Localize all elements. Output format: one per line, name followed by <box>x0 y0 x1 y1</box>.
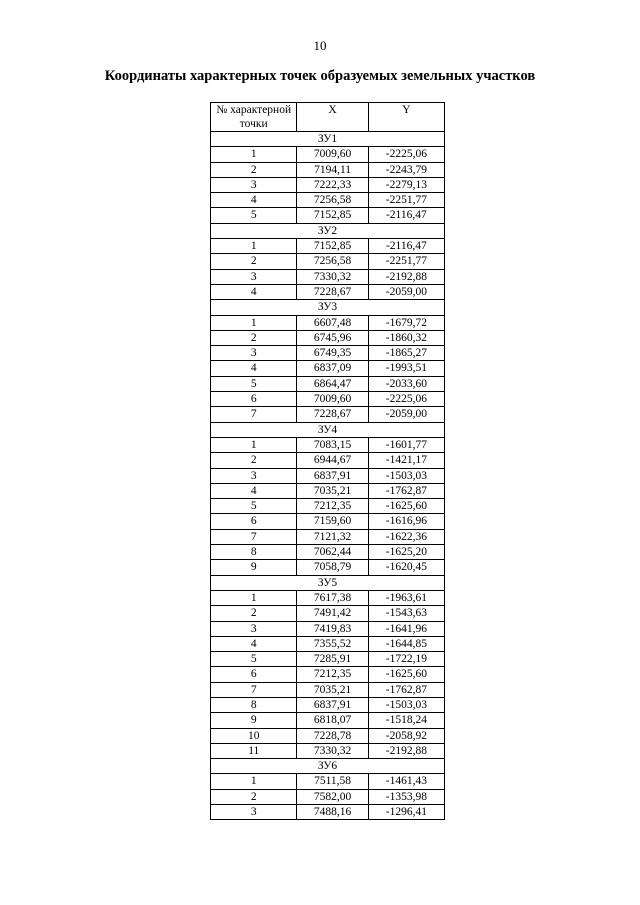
y-coordinate-cell: -1601,77 <box>368 437 444 452</box>
table-row <box>211 682 445 697</box>
table-row <box>211 483 445 498</box>
y-coordinate-cell: -2059,00 <box>368 407 444 422</box>
point-number-cell: 2 <box>211 162 297 177</box>
point-number-cell: 9 <box>211 560 297 575</box>
y-coordinate-cell: -1296,41 <box>368 805 444 820</box>
y-coordinate-cell: -1616,96 <box>368 514 444 529</box>
x-coordinate-cell: 6864,47 <box>297 376 368 391</box>
point-number-cell: 4 <box>211 284 297 299</box>
table-row <box>211 606 445 621</box>
y-coordinate-cell: -1762,87 <box>368 682 444 697</box>
table-row <box>211 697 445 712</box>
group-row <box>211 132 445 147</box>
table-row <box>211 590 445 605</box>
y-coordinate-cell: -1543,63 <box>368 606 444 621</box>
table-row <box>211 499 445 514</box>
x-coordinate-cell: 7256,58 <box>297 193 368 208</box>
x-coordinate-cell: 6607,48 <box>297 315 368 330</box>
table-row <box>211 789 445 804</box>
y-coordinate-cell: -2192,88 <box>368 743 444 758</box>
x-coordinate-cell: 7330,32 <box>297 743 368 758</box>
point-number-cell: 9 <box>211 713 297 728</box>
point-number-cell: 4 <box>211 483 297 498</box>
table-row <box>211 437 445 452</box>
y-coordinate-cell: -1518,24 <box>368 713 444 728</box>
y-coordinate-cell: -2251,77 <box>368 193 444 208</box>
point-number-cell: 1 <box>211 437 297 452</box>
y-coordinate-cell: -1963,61 <box>368 590 444 605</box>
y-coordinate-cell: -1679,72 <box>368 315 444 330</box>
table-body <box>211 132 445 820</box>
y-coordinate-cell: -2279,13 <box>368 177 444 192</box>
point-number-cell: 1 <box>211 590 297 605</box>
table-row <box>211 529 445 544</box>
group-row <box>211 223 445 238</box>
table-row <box>211 545 445 560</box>
y-coordinate-cell: -2192,88 <box>368 269 444 284</box>
point-number-cell: 1 <box>211 315 297 330</box>
point-number-cell: 5 <box>211 208 297 223</box>
table-row <box>211 774 445 789</box>
point-number-cell: 10 <box>211 728 297 743</box>
header-point-number: № характерной точки <box>211 103 297 132</box>
y-coordinate-cell: -2225,06 <box>368 392 444 407</box>
x-coordinate-cell: 6944,67 <box>297 453 368 468</box>
point-number-cell: 6 <box>211 392 297 407</box>
table-row <box>211 743 445 758</box>
x-coordinate-cell: 7419,83 <box>297 621 368 636</box>
y-coordinate-cell: -1503,03 <box>368 697 444 712</box>
x-coordinate-cell: 7152,85 <box>297 208 368 223</box>
y-coordinate-cell: -1644,85 <box>368 636 444 651</box>
y-coordinate-cell: -2058,92 <box>368 728 444 743</box>
header-x: X <box>297 103 368 132</box>
x-coordinate-cell: 7228,67 <box>297 407 368 422</box>
x-coordinate-cell: 7152,85 <box>297 239 368 254</box>
group-name: ЗУ6 <box>211 759 445 774</box>
point-number-cell: 8 <box>211 697 297 712</box>
point-number-cell: 4 <box>211 193 297 208</box>
y-coordinate-cell: -1625,20 <box>368 545 444 560</box>
x-coordinate-cell: 7511,58 <box>297 774 368 789</box>
x-coordinate-cell: 7582,00 <box>297 789 368 804</box>
x-coordinate-cell: 7121,32 <box>297 529 368 544</box>
y-coordinate-cell: -1993,51 <box>368 361 444 376</box>
point-number-cell: 2 <box>211 606 297 621</box>
y-coordinate-cell: -2225,06 <box>368 147 444 162</box>
table-row <box>211 162 445 177</box>
y-coordinate-cell: -1461,43 <box>368 774 444 789</box>
point-number-cell: 2 <box>211 453 297 468</box>
table-row <box>211 361 445 376</box>
group-row <box>211 759 445 774</box>
table-row <box>211 284 445 299</box>
point-number-cell: 1 <box>211 147 297 162</box>
y-coordinate-cell: -1625,60 <box>368 667 444 682</box>
table-row <box>211 315 445 330</box>
point-number-cell: 5 <box>211 652 297 667</box>
x-coordinate-cell: 6745,96 <box>297 330 368 345</box>
table-row <box>211 667 445 682</box>
group-name: ЗУ1 <box>211 132 445 147</box>
table-row <box>211 713 445 728</box>
group-name: ЗУ2 <box>211 223 445 238</box>
x-coordinate-cell: 6837,91 <box>297 697 368 712</box>
x-coordinate-cell: 7330,32 <box>297 269 368 284</box>
table-row <box>211 254 445 269</box>
group-row <box>211 300 445 315</box>
point-number-cell: 5 <box>211 499 297 514</box>
table-row <box>211 392 445 407</box>
x-coordinate-cell: 7009,60 <box>297 392 368 407</box>
y-coordinate-cell: -1421,17 <box>368 453 444 468</box>
y-coordinate-cell: -1620,45 <box>368 560 444 575</box>
table-row <box>211 330 445 345</box>
point-number-cell: 7 <box>211 529 297 544</box>
x-coordinate-cell: 7355,52 <box>297 636 368 651</box>
x-coordinate-cell: 7228,78 <box>297 728 368 743</box>
table-row <box>211 239 445 254</box>
point-number-cell: 3 <box>211 346 297 361</box>
x-coordinate-cell: 7491,42 <box>297 606 368 621</box>
y-coordinate-cell: -1503,03 <box>368 468 444 483</box>
point-number-cell: 6 <box>211 667 297 682</box>
x-coordinate-cell: 7256,58 <box>297 254 368 269</box>
table-row <box>211 652 445 667</box>
group-name: ЗУ5 <box>211 575 445 590</box>
table-row <box>211 147 445 162</box>
point-number-cell: 11 <box>211 743 297 758</box>
x-coordinate-cell: 7009,60 <box>297 147 368 162</box>
x-coordinate-cell: 7058,79 <box>297 560 368 575</box>
table-row <box>211 346 445 361</box>
x-coordinate-cell: 7222,33 <box>297 177 368 192</box>
y-coordinate-cell: -1762,87 <box>368 483 444 498</box>
x-coordinate-cell: 7488,16 <box>297 805 368 820</box>
y-coordinate-cell: -1860,32 <box>368 330 444 345</box>
point-number-cell: 6 <box>211 514 297 529</box>
table-row <box>211 453 445 468</box>
point-number-cell: 5 <box>211 376 297 391</box>
group-row <box>211 422 445 437</box>
x-coordinate-cell: 7285,91 <box>297 652 368 667</box>
point-number-cell: 4 <box>211 361 297 376</box>
x-coordinate-cell: 7062,44 <box>297 545 368 560</box>
x-coordinate-cell: 7035,21 <box>297 483 368 498</box>
y-coordinate-cell: -2059,00 <box>368 284 444 299</box>
table-header-row <box>211 103 445 132</box>
x-coordinate-cell: 7617,38 <box>297 590 368 605</box>
table-row <box>211 208 445 223</box>
group-row <box>211 575 445 590</box>
table-row <box>211 177 445 192</box>
y-coordinate-cell: -2243,79 <box>368 162 444 177</box>
point-number-cell: 1 <box>211 774 297 789</box>
point-number-cell: 2 <box>211 330 297 345</box>
point-number-cell: 3 <box>211 269 297 284</box>
point-number-cell: 8 <box>211 545 297 560</box>
table-row <box>211 560 445 575</box>
table-row <box>211 407 445 422</box>
point-number-cell: 2 <box>211 789 297 804</box>
point-number-cell: 1 <box>211 239 297 254</box>
point-number-cell: 3 <box>211 177 297 192</box>
group-name: ЗУ3 <box>211 300 445 315</box>
header-y: Y <box>368 103 444 132</box>
table-row <box>211 468 445 483</box>
page-number: 10 <box>313 38 327 53</box>
point-number-cell: 4 <box>211 636 297 651</box>
x-coordinate-cell: 7083,15 <box>297 437 368 452</box>
x-coordinate-cell: 7159,60 <box>297 514 368 529</box>
point-number-cell: 7 <box>211 407 297 422</box>
group-name: ЗУ4 <box>211 422 445 437</box>
y-coordinate-cell: -2033,60 <box>368 376 444 391</box>
table-row <box>211 805 445 820</box>
table-row <box>211 621 445 636</box>
point-number-cell: 7 <box>211 682 297 697</box>
x-coordinate-cell: 7212,35 <box>297 499 368 514</box>
y-coordinate-cell: -1865,27 <box>368 346 444 361</box>
y-coordinate-cell: -2116,47 <box>368 239 444 254</box>
document-title: Координаты характерных точек образуемых земельных участков <box>104 68 536 84</box>
x-coordinate-cell: 6818,07 <box>297 713 368 728</box>
y-coordinate-cell: -1622,36 <box>368 529 444 544</box>
y-coordinate-cell: -2116,47 <box>368 208 444 223</box>
y-coordinate-cell: -1641,96 <box>368 621 444 636</box>
point-number-cell: 3 <box>211 621 297 636</box>
table-row <box>211 269 445 284</box>
y-coordinate-cell: -2251,77 <box>368 254 444 269</box>
table-row <box>211 376 445 391</box>
table-row <box>211 514 445 529</box>
point-number-cell: 2 <box>211 254 297 269</box>
y-coordinate-cell: -1722,19 <box>368 652 444 667</box>
x-coordinate-cell: 7035,21 <box>297 682 368 697</box>
table-row <box>211 728 445 743</box>
x-coordinate-cell: 7212,35 <box>297 667 368 682</box>
y-coordinate-cell: -1625,60 <box>368 499 444 514</box>
x-coordinate-cell: 6837,91 <box>297 468 368 483</box>
x-coordinate-cell: 6837,09 <box>297 361 368 376</box>
y-coordinate-cell: -1353,98 <box>368 789 444 804</box>
point-number-cell: 3 <box>211 805 297 820</box>
table-row <box>211 193 445 208</box>
point-number-cell: 3 <box>211 468 297 483</box>
coordinates-table <box>210 102 445 820</box>
table-row <box>211 636 445 651</box>
x-coordinate-cell: 7194,11 <box>297 162 368 177</box>
x-coordinate-cell: 7228,67 <box>297 284 368 299</box>
x-coordinate-cell: 6749,35 <box>297 346 368 361</box>
